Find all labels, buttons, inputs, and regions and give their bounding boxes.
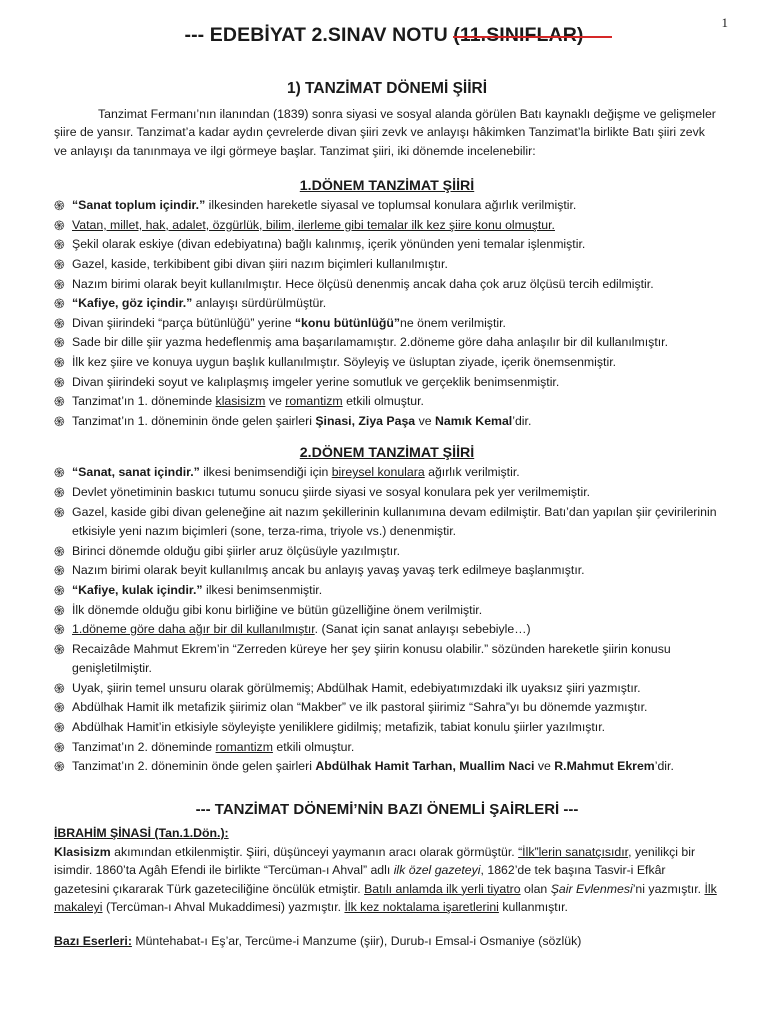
item-text: Abdülhak Hamit ilk metafizik şiirimiz olan “Makber” ve ilk pastoral şiirimiz “Sahra”yı bu dönemde yazmıştır.	[72, 700, 648, 715]
bio-underline: İlk kez noktalama işaretlerini	[344, 900, 499, 915]
bullet-item	[54, 255, 720, 275]
swirl-bullet-icon: ֍	[54, 413, 65, 429]
works-list: Müntehabat-ı Eş’ar, Tercüme-i Manzume (şiir), Durub-ı Emsal-i Osmaniye (sözlük)	[131, 934, 582, 949]
bullet-item	[54, 463, 720, 483]
item-text: Şekil olarak eskiye (divan edebiyatına) bağlı kalınmış, içerik yönünden yeni temalar işlenmiştir.	[72, 237, 586, 252]
swirl-bullet-icon: ֍	[54, 276, 65, 292]
bullet-item	[54, 196, 720, 216]
bullet-item	[54, 503, 720, 542]
swirl-bullet-icon: ֍	[54, 315, 65, 331]
swirl-bullet-icon: ֍	[54, 296, 65, 312]
bio-text: , 1862’de tek başına Tasvir-i Efkâr gazetesini çıkararak Türk gazeteciliğine öncülük etmiştir.	[54, 863, 666, 896]
item-text: ağırlık verilmiştir.	[424, 465, 520, 480]
period1-title: 1.DÖNEM TANZİMAT ŞİİRİ	[299, 178, 475, 195]
item-text: Tanzimat’ın 1. döneminin önde gelen şairleri	[72, 413, 316, 428]
bullet-item	[54, 640, 720, 679]
bullet-item	[54, 561, 720, 581]
underlined-text: romantizm	[285, 394, 343, 409]
underlined-text: klasisizm	[215, 394, 266, 409]
bullet-item	[54, 235, 720, 255]
underlined-text: romantizm	[215, 739, 273, 754]
bio-text: (Tercüman-ı Ahval Mukaddimesi) yazmıştır.	[102, 900, 345, 915]
item-text: etkili olmuştur.	[272, 739, 355, 754]
bullet-item	[54, 757, 720, 777]
item-text: ’dir.	[512, 413, 532, 428]
item-text: Gazel, kaside, terkibibent gibi divan şiiri nazım biçimleri kullanılmıştır.	[72, 257, 448, 271]
bio-underline: Batılı anlamda ilk yerli tiyatro	[364, 881, 521, 896]
underlined-text: Vatan, millet, hak, adalet, özgürlük, bilim, ilerleme gibi temalar ilk kez şiire konu olmuştur.	[72, 217, 555, 232]
author-name-sinasi: İBRAHİM ŞİNASİ (Tan.1.Dön.):	[54, 825, 229, 840]
item-text: ve	[415, 413, 435, 428]
document-title-text: --- EDEBİYAT 2.SINAV NOTU	[184, 24, 454, 46]
item-text: ne önem verilmiştir.	[400, 315, 506, 330]
bullet-item	[54, 373, 720, 393]
swirl-bullet-icon: ֍	[54, 198, 65, 214]
item-text: Sade bir dille şiir yazma hedeflenmiş ama başarılamamıştır. 2.döneme göre daha anlaşılır bir dil kullanılmıştır.	[72, 335, 668, 350]
bold-text: “Sanat toplum içindir.”	[72, 198, 206, 213]
swirl-bullet-icon: ֍	[54, 335, 65, 351]
bio-text: olan	[520, 881, 551, 896]
item-text: Uyak, şiirin temel unsuru olarak görülmemiş; Abdülhak Hamit, edebiyatımızdaki ilk uyaksız şiiri yazmıştır.	[72, 680, 641, 695]
bullet-item	[54, 294, 720, 314]
item-text: Nazım birimi olarak beyit kullanılmıştır. Hece ölçüsü denenmiş ancak daha çok aruz ölçüsü tercih edilmiştir.	[72, 276, 654, 291]
struck-class-label	[453, 24, 583, 47]
bullet-item	[54, 483, 720, 503]
bio-italic: Şair Evlenmesi	[550, 881, 633, 896]
item-text: Divan şiirindeki “parça bütünlüğü” yerine	[72, 315, 295, 330]
swirl-bullet-icon: ֍	[54, 374, 65, 390]
underlined-text: bireysel konulara	[331, 465, 425, 480]
bold-text: “Sanat, sanat içindir.”	[72, 465, 200, 480]
swirl-bullet-icon: ֍	[54, 217, 65, 233]
document-title	[0, 24, 768, 47]
bullet-item	[54, 275, 720, 295]
swirl-bullet-icon: ֍	[54, 700, 65, 716]
page-number: 1	[721, 15, 728, 30]
item-text: etkili olmuştur.	[342, 394, 424, 409]
swirl-bullet-icon: ֍	[54, 465, 65, 481]
item-text: Divan şiirindeki soyut ve kalıplaşmış imgeler yerine somutluk ve gerçeklik benimsenmiştir.	[72, 374, 560, 389]
bold-text: R.Mahmut Ekrem	[554, 759, 655, 774]
swirl-bullet-icon: ֍	[54, 582, 65, 598]
swirl-bullet-icon: ֍	[54, 602, 65, 618]
author-bio-sinasi	[54, 843, 720, 917]
bold-text: “konu bütünlüğü”	[294, 315, 401, 330]
item-text: Tanzimat’ın 2. döneminde	[72, 739, 216, 754]
bold-text: “Kafiye, göz içindir.”	[72, 296, 193, 311]
item-text: Birinci dönemde olduğu gibi şiirler aruz ölçüsüyle yazılmıştır.	[72, 543, 401, 558]
swirl-bullet-icon: ֍	[54, 484, 65, 500]
item-text: İlk kez şiire ve konuya uygun başlık kullanılmıştır. Söyleyiş ve üsluptan ziyade, içerik önemsenmiştir.	[72, 354, 617, 369]
swirl-bullet-icon: ֍	[54, 543, 65, 559]
swirl-bullet-icon: ֍	[54, 622, 65, 638]
period1-list	[54, 196, 720, 431]
bullet-item	[54, 620, 720, 640]
bullet-item	[54, 216, 720, 236]
bullet-item	[54, 333, 720, 353]
works-label: Bazı Eserleri:	[54, 934, 132, 949]
item-text: Abdülhak Hamit’in etkisiyle söyleyişte yeniliklere gidilmiş; metafizik, tabiat konulu şiirler yazılmıştır.	[72, 720, 606, 735]
item-text: Devlet yönetiminin baskıcı tutumu sonucu şiirde siyasi ve sosyal konulara pek yer verilmemiştir.	[72, 484, 591, 499]
bullet-item	[54, 738, 720, 758]
item-text: ilkesi benimsendiği için	[199, 465, 332, 480]
bullet-item	[54, 679, 720, 699]
swirl-bullet-icon: ֍	[54, 680, 65, 696]
item-text: İlk dönemde olduğu gibi konu birliğine ve bütün güzelliğine önem verilmiştir.	[72, 602, 483, 617]
item-text: anlayışı sürdürülmüştür.	[192, 296, 327, 311]
swirl-bullet-icon: ֍	[54, 504, 65, 520]
item-text: . (Sanat için sanat anlayışı sebebiyle…)	[314, 622, 531, 637]
bio-italic: ilk özel gazeteyi	[393, 863, 481, 878]
swirl-bullet-icon: ֍	[54, 394, 65, 410]
swirl-bullet-icon: ֍	[54, 720, 65, 736]
swirl-bullet-icon: ֍	[54, 759, 65, 775]
document-body	[54, 80, 720, 950]
bullet-item	[54, 412, 720, 432]
swirl-bullet-icon: ֍	[54, 563, 65, 579]
bio-underline: “İlk”lerin sanatçısıdır	[518, 844, 629, 859]
bullet-item	[54, 718, 720, 738]
bold-text: “Kafiye, kulak içindir.”	[72, 582, 203, 597]
swirl-bullet-icon: ֍	[54, 354, 65, 370]
swirl-bullet-icon: ֍	[54, 739, 65, 755]
bold-text: Şinasi, Ziya Paşa	[315, 413, 416, 428]
item-text: Recaizâde Mahmut Ekrem’in “Zerreden küreye her şey şiirin konusu olabilir.” sözünden hareketle şiirin konusu genişletilmiştir.	[72, 641, 671, 676]
red-strikethrough-line	[453, 36, 611, 38]
bullet-item	[54, 314, 720, 334]
item-text: Gazel, kaside gibi divan geleneğine ait nazım şekillerinin kullanımına devam edilmiştir. Batı’dan yapılan şiir çevirilerinin etkisiyle yeni nazım biçimleri (sone, terza-rima, triyole vs.) denenmiştir.	[72, 504, 717, 539]
bio-text: ’ni yazmıştır.	[632, 881, 705, 896]
bullet-item	[54, 601, 720, 621]
bio-text: akımından etkilenmiştir. Şiiri, düşünceyi yaymanın aracı olarak görmüştür.	[110, 844, 519, 859]
bold-text: Abdülhak Hamit Tarhan, Muallim Naci	[315, 759, 535, 774]
item-text: ilkesi benimsenmiştir.	[202, 582, 323, 597]
section-title: 1) TANZİMAT DÖNEMİ ŞİİRİ	[286, 80, 488, 97]
intro-paragraph: Tanzimat Fermanı’nın ilanından (1839) sonra siyasi ve sosyal alanda görülen Batı kaynaklı değişme ve gelişmeler şiire de yansır. Tanzimat’a kadar aydın çevrelerde divan şiiri zevk ve anlayışı hâkimken Tanzimat’la birlikte Batı şiiri zevk ve anlayışı da tanınmaya ve ilgi görmeye başlar. Tanzimat şiiri, iki dönemde incelenebilir:	[54, 107, 716, 158]
period2-list	[54, 463, 720, 777]
swirl-bullet-icon: ֍	[54, 641, 65, 657]
item-text: ilkesinden hareketle siyasal ve toplumsal konulara ağırlık verilmiştir.	[205, 198, 577, 213]
bio-text: , yenilikçi bir isimdir. 1860’ta Agâh Efendi ile birlikte “Tercüman-ı Ahval” adlı	[54, 844, 696, 878]
swirl-bullet-icon: ֍	[54, 237, 65, 253]
item-text: ve	[265, 394, 286, 409]
bullet-item	[54, 698, 720, 718]
underlined-text: 1.döneme göre daha ağır bir dil kullanılmıştır	[72, 622, 315, 637]
bullet-item	[54, 542, 720, 562]
bio-underline: İlk makaleyi	[54, 881, 717, 915]
bullet-item	[54, 581, 720, 601]
authors-section-title: --- TANZİMAT DÖNEMİ’NİN BAZI ÖNEMLİ ŞAİRLERİ ---	[195, 800, 579, 818]
swirl-bullet-icon: ֍	[54, 257, 65, 272]
item-text: Tanzimat’ın 1. döneminde	[72, 394, 216, 409]
period2-title: 2.DÖNEM TANZİMAT ŞİİRİ	[299, 445, 475, 462]
item-text: Tanzimat’ın 2. döneminin önde gelen şairleri	[72, 759, 316, 774]
bio-bold: Klasisizm	[54, 844, 111, 859]
bold-text: Namık Kemal	[434, 413, 513, 428]
item-text: ve	[534, 759, 555, 774]
item-text: Nazım birimi olarak beyit kullanılmış ancak bu anlayış yavaş yavaş terk edilmeye başlanmıştır.	[72, 563, 585, 578]
item-text: ’dir.	[654, 759, 674, 774]
bio-text: kullanmıştır.	[498, 900, 568, 915]
bullet-item	[54, 353, 720, 373]
bullet-item	[54, 392, 720, 412]
author-works-sinasi	[54, 932, 720, 950]
